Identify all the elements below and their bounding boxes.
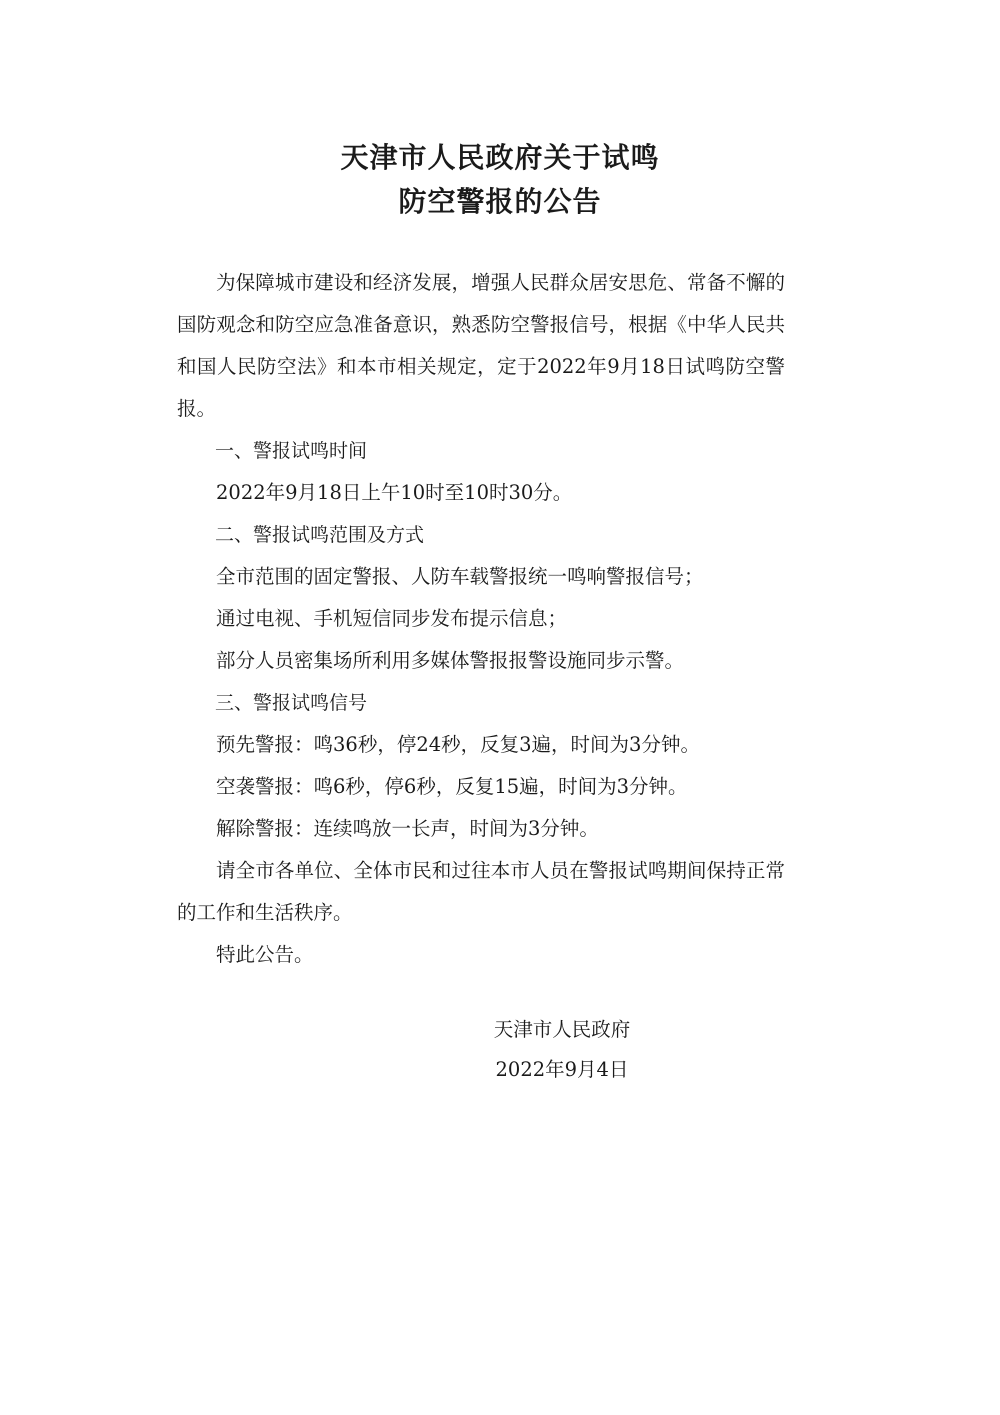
signature-date: 2022年9月4日 — [495, 1058, 629, 1081]
section-3-line: 空袭警报：鸣6秒，停6秒，反复15遍，时间为3分钟。 — [216, 775, 688, 798]
section-2-line: 全市范围的固定警报、人防车载警报统一鸣响警报信号； — [216, 565, 704, 588]
document-title-line-2: 防空警报的公告 — [398, 185, 602, 218]
document-title-line-1: 天津市人民政府关于试鸣 — [340, 141, 660, 174]
section-3-line: 解除警报：连续鸣放一长声，时间为3分钟。 — [216, 817, 599, 840]
section-3-heading: 三、警报试鸣信号 — [215, 692, 368, 714]
signature-organization: 天津市人民政府 — [493, 1018, 631, 1041]
section-2-heading: 二、警报试鸣范围及方式 — [215, 524, 425, 546]
closing-paragraph: 请全市各单位、全体市民和过往本市人员在警报试鸣期间保持正常的工作和生活秩序。 — [177, 859, 785, 924]
section-3-line: 预先警报：鸣36秒，停24秒，反复3遍，时间为3分钟。 — [216, 733, 700, 756]
document-body — [177, 262, 785, 976]
intro-paragraph: 为保障城市建设和经济发展，增强人民群众居安思危、常备不懈的国防观念和防空应急准备意识，熟悉防空警报信号，根据《中华人民共和国人民防空法》和本市相关规定，定于2022年9月18日试鸣防空警报。 — [177, 271, 785, 420]
section-1-heading: 一、警报试鸣时间 — [215, 440, 368, 462]
section-2-line: 通过电视、手机短信同步发布提示信息； — [216, 607, 568, 630]
section-1-text: 2022年9月18日上午10时至10时30分。 — [216, 481, 573, 504]
section-2-line: 部分人员密集场所利用多媒体警报报警设施同步示警。 — [216, 649, 685, 672]
ending-paragraph: 特此公告。 — [216, 943, 314, 966]
